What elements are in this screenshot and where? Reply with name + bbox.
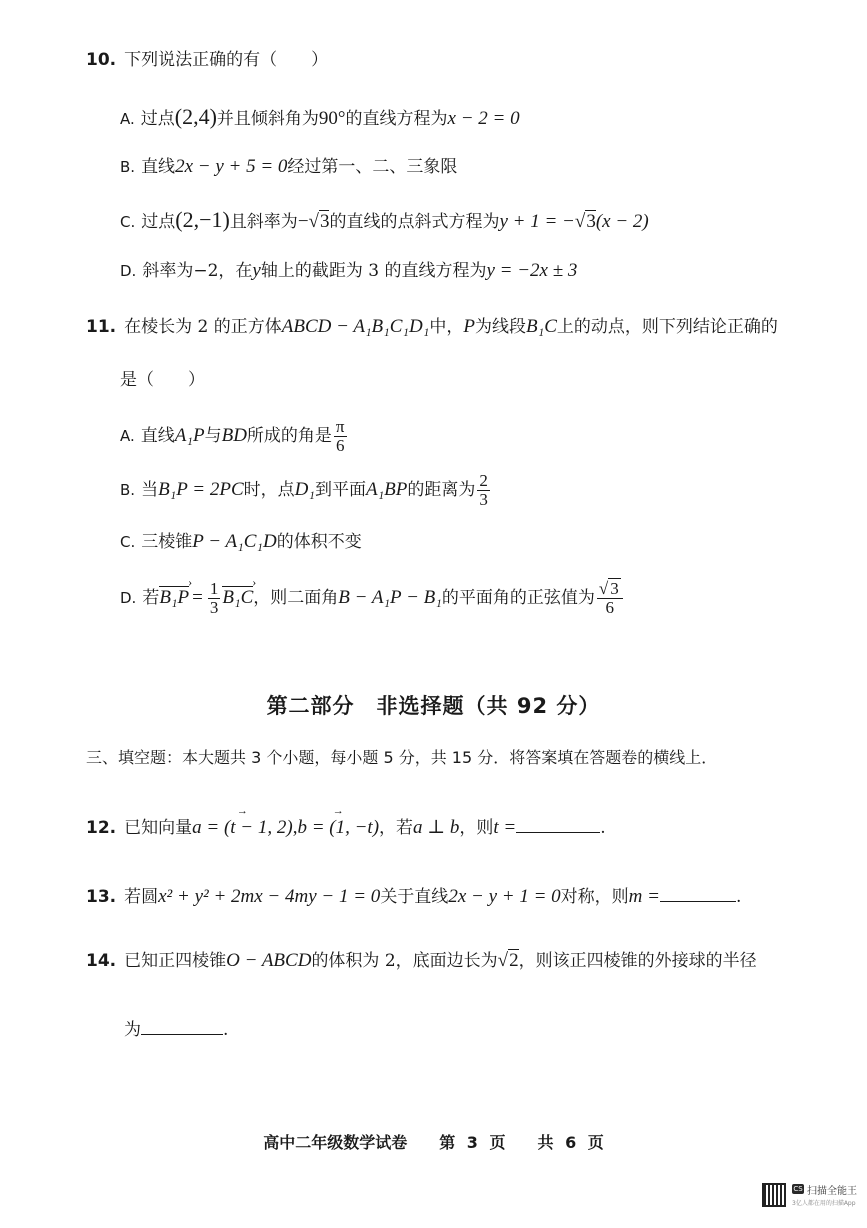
q12-number: 12.: [86, 818, 117, 838]
q13-stem: 13. 若圆x² + y² + 2mx − 4my − 1 = 0关于直线2x − y + 1 = 0对称，则m = .: [86, 886, 742, 907]
page-footer: 高中二年级数学试卷 第 3 页 共 6 页: [263, 1133, 604, 1152]
q11-number: 11.: [86, 317, 117, 337]
q11-d-fraction: $\frac{√ 3}{6}$: [597, 580, 623, 617]
q14-answer-blank[interactable]: [141, 1018, 223, 1035]
q10-option-a: A. 过点(2,4)并且倾斜角为90°的直线方程为x − 2 = 0: [120, 104, 520, 129]
q10-option-d: D. 斜率为−2，在y轴上的截距为 3 的直线方程为y = −2x ± 3: [120, 260, 578, 281]
scanner-app-tagline: 3亿人都在用的扫描App: [792, 1200, 856, 1207]
q11-option-c: C. 三棱锥P − A₁C₁D的体积不变: [120, 531, 362, 552]
q11-b-fraction: $\frac{2}{3}$: [479, 471, 488, 509]
q10-option-c: C. 过点(2,−1)且斜率为−√3的直线的点斜式方程为y + 1 = −√3(x − 2): [120, 207, 649, 232]
q10-number: 10.: [86, 50, 117, 70]
q12-answer-blank[interactable]: [516, 816, 600, 833]
scanner-app-name: 扫描全能王: [807, 1186, 857, 1197]
q14-stem: 14. 已知正四棱锥O − ABCD的体积为 2，底面边长为√2，则该正四棱锥的外接球的半径: [86, 950, 757, 971]
q13-number: 13.: [86, 887, 117, 907]
camscanner-logo-icon: CS: [793, 1185, 803, 1193]
section3-instructions: 三、填空题：本大题共 3 个小题，每小题 5 分，共 15 分．将答案填在答题卷的横线上．: [86, 748, 718, 767]
part2-title: 第二部分 非选择题（共 92 分）: [266, 694, 601, 718]
q13-answer-blank[interactable]: [660, 885, 736, 902]
q11-stem-line2: 是（ ）: [120, 370, 205, 390]
q10-option-b: B. 直线2x − y + 5 = 0经过第一、二、三象限: [120, 156, 458, 177]
qr-code-icon: [762, 1183, 786, 1207]
q10-stem: 10. 下列说法正确的有（ ）: [86, 50, 329, 70]
q11-option-b: B. 当B₁P = 2PC时，点D₁到平面A₁BP的距离为 $\frac{2}{3}$: [120, 471, 488, 509]
q11-d-coefficient: $\frac{1}{3}$: [209, 579, 219, 617]
q11-option-a: A. 直线A₁P与BD所成的角是 $\frac{\pi}{6}$: [120, 417, 345, 455]
q11-option-d: D. 若B₁P › = $\frac{1}{3}$ B₁C ›，则二面角B − A₁P − B₁的平面角的正弦值为 $\frac{√ 3}{6}$: [120, 580, 625, 617]
q14-line2: 为 .: [124, 1020, 229, 1040]
q11-a-fraction: $\frac{\pi}{6}$: [335, 417, 345, 455]
q14-number: 14.: [86, 951, 117, 971]
q11-stem: 11. 在棱长为 2 的正方体ABCD − A₁B₁C₁D₁中，P为线段B₁C上的动点，则下列结论正确的: [86, 316, 778, 337]
q12-stem: 12. 已知向量→ a = (t − 1, 2),→ b = (1, −t)，若a ⊥ b，则t = .: [86, 816, 606, 840]
scanner-watermark: [758, 1180, 858, 1212]
